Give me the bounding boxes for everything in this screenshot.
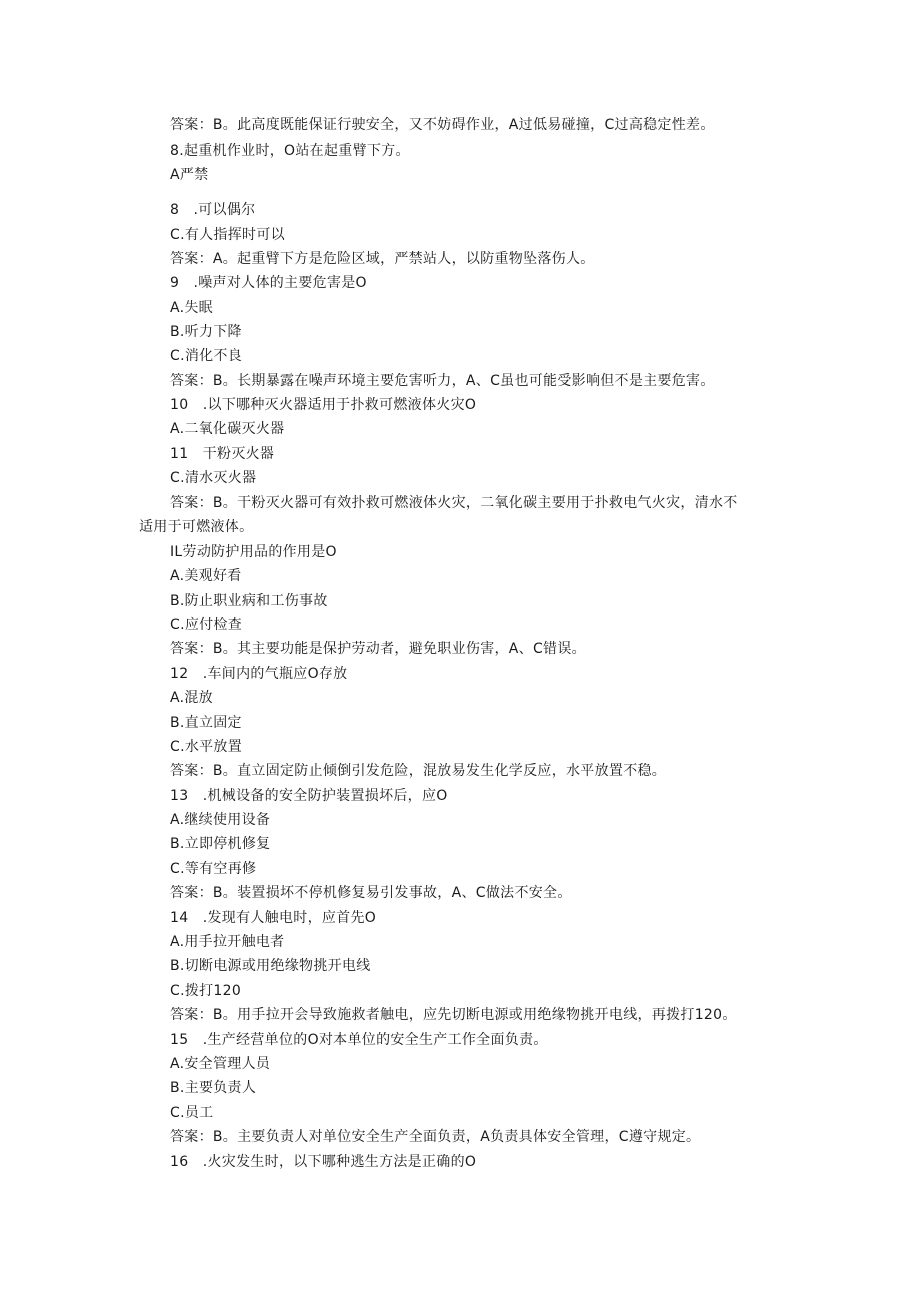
text-line: A.安全管理人员: [170, 1056, 271, 1072]
text-line: 答案：B。此高度既能保证行驶安全，又不妨碍作业，A过低易碰撞，C过高稳定性差。: [170, 117, 715, 133]
text-line: C.有人指挥时可以: [170, 227, 285, 243]
text-line: C.水平放置: [170, 739, 243, 755]
text-line: B.切断电源或用绝缘物挑开电线: [170, 958, 371, 974]
text-line: 答案：B。直立固定防止倾倒引发危险，混放易发生化学反应，水平放置不稳。: [170, 763, 667, 779]
text-line: 11 干粉灭火器: [170, 446, 275, 462]
text-line: 14 .发现有人触电时，应首先O: [170, 910, 377, 926]
text-line: 8.起重机作业时，O站在起重臂下方。: [170, 143, 410, 159]
text-line: C.应付检查: [170, 617, 243, 633]
text-line: C.消化不良: [170, 348, 243, 364]
text-line: 15 .生产经营单位的O对本单位的安全生产工作全面负责。: [170, 1032, 548, 1048]
text-line: 13 .机械设备的安全防护装置损坏后，应O: [170, 788, 448, 804]
text-line: A.失眠: [170, 300, 213, 316]
text-line: B.防止职业病和工伤事故: [170, 593, 328, 609]
text-line: 答案：A。起重臂下方是危险区域，严禁站人，以防重物坠落伤人。: [170, 251, 595, 267]
text-line: A.混放: [170, 690, 213, 706]
text-line: A.继续使用设备: [170, 812, 271, 828]
text-line: 答案：B。干粉灭火器可有效扑救可燃液体火灾，二氧化碳主要用于扑救电气火灾，清水不: [170, 495, 738, 511]
text-line: B.主要负责人: [170, 1080, 257, 1096]
text-line: B.听力下降: [170, 324, 242, 340]
text-line: 答案：B。装置损坏不停机修复易引发事故，A、C做法不安全。: [170, 885, 572, 901]
text-line: IL劳动防护用品的作用是O: [170, 544, 337, 560]
text-line: 答案：B。用手拉开会导致施救者触电，应先切断电源或用绝缘物挑开电线，再拨打120。: [170, 1007, 737, 1023]
text-line: A.美观好看: [170, 568, 242, 584]
text-line: C.拨打120: [170, 983, 242, 999]
text-line: 12 .车间内的气瓶应O存放: [170, 666, 348, 682]
text-line: B.直立固定: [170, 715, 242, 731]
text-line: 9 .噪声对人体的主要危害是O: [170, 275, 367, 291]
text-line: C.等有空再修: [170, 861, 257, 877]
text-line: C.员工: [170, 1105, 214, 1121]
text-line: A.用手拉开触电者: [170, 934, 285, 950]
text-line: 答案：B。主要负责人对单位安全生产全面负责，A负责具体安全管理，C遵守规定。: [170, 1129, 701, 1145]
text-line: 适用于可燃液体。: [139, 519, 254, 535]
text-line: A严禁: [170, 167, 209, 183]
text-line: 8 .可以偶尔: [170, 202, 256, 218]
text-line: 16 .火灾发生时，以下哪种逃生方法是正确的O: [170, 1154, 477, 1170]
text-line: 答案：B。其主要功能是保护劳动者，避免职业伤害，A、C错误。: [170, 641, 586, 657]
text-line: B.立即停机修复: [170, 836, 271, 852]
text-line: C.清水灭火器: [170, 470, 257, 486]
text-line: 10 .以下哪种灭火器适用于扑救可燃液体火灾O: [170, 397, 477, 413]
text-line: A.二氧化碳灭火器: [170, 421, 285, 437]
text-line: 答案：B。长期暴露在噪声环境主要危害听力，A、C虽也可能受影响但不是主要危害。: [170, 373, 715, 389]
